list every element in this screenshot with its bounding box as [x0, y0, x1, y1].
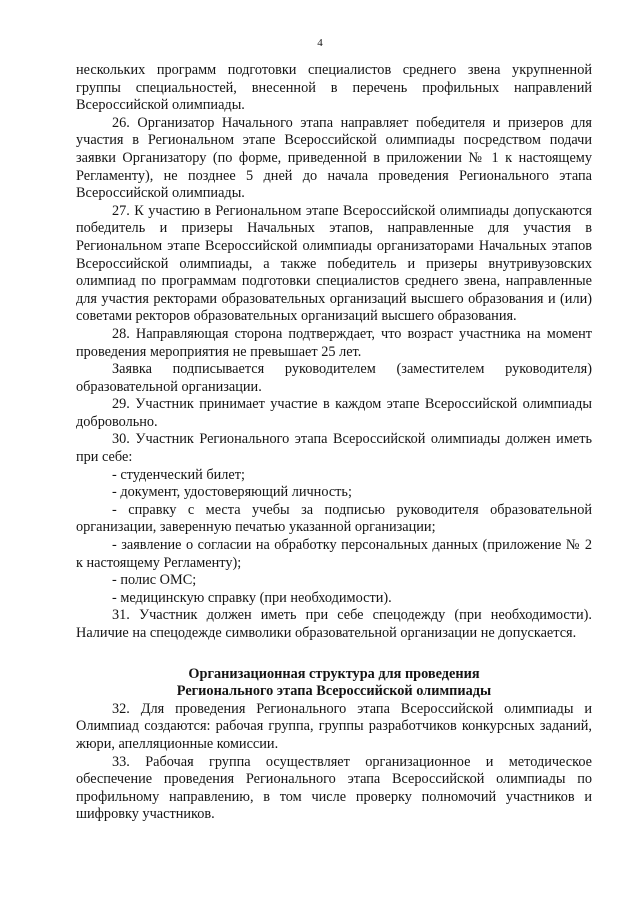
list-item-student-card: - студенческий билет;	[112, 466, 245, 483]
section-heading	[76, 666, 592, 701]
paragraph-29: 29. Участник принимает участие в каждом этапе Всероссийской олимпиады добровольно.	[76, 396, 592, 430]
paragraph-continuation: нескольких программ подготовки специалистов среднего звена укрупненной группы специальностей, внесенной в перечень профильных направлений Всероссийской олимпиады.	[76, 62, 592, 114]
paragraph-28: 28. Направляющая сторона подтверждает, что возраст участника на момент проведения мероприятия не превышает 25 лет.	[76, 325, 592, 360]
list-item-identity-document: - документ, удостоверяющий личность;	[112, 484, 352, 501]
page-number: 4	[317, 37, 323, 49]
paragraph-27: 27. К участию в Региональном этапе Всероссийской олимпиады допускаются победитель и призеры Начальных этапов, направленные для участия в Региональном этапе Всероссийской олимпиады организаторами Начальных этапов Всероссийской олимпиады, а также победитель и призеры внутривузовских олимпиад по программам подготовки специалистов среднего звена, направленные для участия ректорами образовательных организаций высшего образования и (или) советами ректоров образовательных организаций высшего образования.	[76, 202, 592, 325]
paragraph-33: 33. Рабочая группа осуществляет организационное и методическое обеспечение проведения Регионального этапа Всероссийской олимпиады по профильному направлению, в том числе проверку полномочий участников и шифровку участников.	[76, 753, 592, 823]
list-item-insurance-policy: - полис ОМС;	[112, 572, 197, 589]
paragraph-30: 30. Участник Регионального этапа Всероссийской олимпиады должен иметь при себе:	[76, 431, 592, 466]
list-item-study-certificate: - справку с места учебы за подписью руководителя образовательной организации, заверенную печатью указанной организации;	[76, 501, 592, 536]
paragraph-31: 31. Участник должен иметь при себе спецодежду (при необходимости). Наличие на спецодежде символики образовательной организации не допускается.	[76, 607, 592, 641]
section-heading-line-1: Организационная структура для проведения	[188, 665, 480, 682]
section-heading-line-2: Регионального этапа Всероссийской олимпиады	[176, 683, 492, 700]
list-item-consent-statement: - заявление о согласии на обработку персональных данных (приложение № 2 к настоящему Регламенту);	[76, 537, 592, 571]
paragraph-28-note: Заявка подписывается руководителем (заместителем руководителя) образовательной организации.	[76, 361, 592, 395]
paragraph-26: 26. Организатор Начального этапа направляет победителя и призеров для участия в Региональном этапе Всероссийской олимпиады посредством подачи заявки Организатору (по форме, приведенной в приложении № 1 к настоящему Регламенту), не позднее 5 дней до начала проведения Регионального этапа Всероссийской олимпиады.	[76, 114, 592, 202]
list-item-medical-certificate: - медицинскую справку (при необходимости).	[112, 589, 392, 606]
document-body	[76, 62, 592, 824]
paragraph-32: 32. Для проведения Регионального этапа Всероссийской олимпиады и Олимпиад создаются: рабочая группа, группы разработчиков конкурсных заданий, жюри, апелляционные комиссии.	[76, 700, 592, 752]
